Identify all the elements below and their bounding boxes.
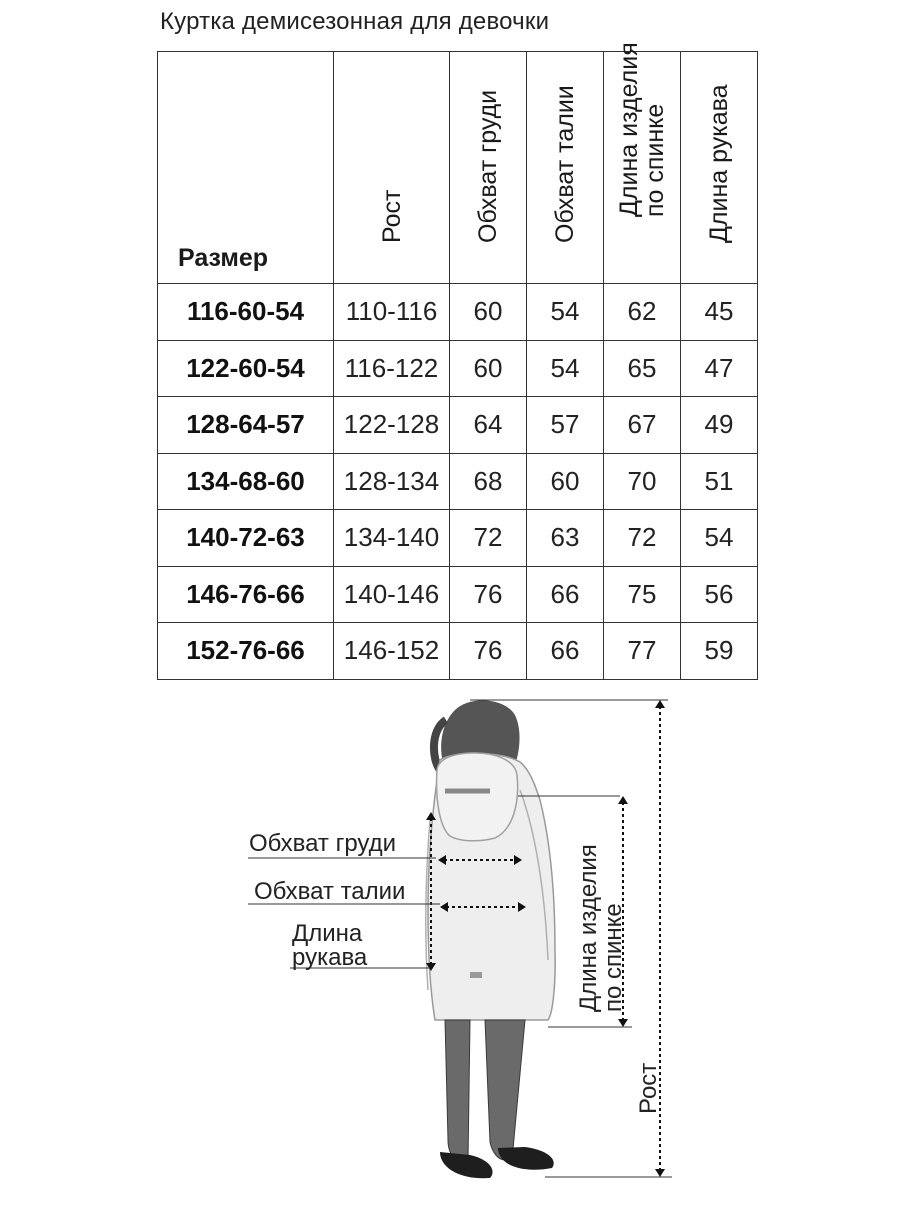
cell-sleeve: 56 xyxy=(681,566,758,623)
header-size xyxy=(158,52,334,284)
cell-sleeve: 49 xyxy=(681,397,758,454)
header-sleeve xyxy=(681,52,758,284)
chest-label: Обхват груди xyxy=(249,830,397,857)
sleeve-label: Длина рукава xyxy=(292,920,368,971)
header-sleeve-label: Длина рукава xyxy=(705,84,733,243)
cell-back-length: 67 xyxy=(604,397,681,454)
cell-chest: 68 xyxy=(450,453,527,510)
cell-back-length: 65 xyxy=(604,340,681,397)
table-row xyxy=(158,623,758,680)
cell-waist: 63 xyxy=(527,510,604,567)
measurement-figure xyxy=(0,690,900,1200)
cell-size: 134-68-60 xyxy=(158,453,334,510)
cell-height: 134-140 xyxy=(334,510,450,567)
waist-label: Обхват талии xyxy=(254,878,406,905)
table-row xyxy=(158,566,758,623)
cell-height: 116-122 xyxy=(334,340,450,397)
cell-size: 122-60-54 xyxy=(158,340,334,397)
cell-height: 122-128 xyxy=(334,397,450,454)
cell-height: 128-134 xyxy=(334,453,450,510)
cell-back-length: 72 xyxy=(604,510,681,567)
table-row xyxy=(158,397,758,454)
cell-chest: 64 xyxy=(450,397,527,454)
cell-chest: 76 xyxy=(450,623,527,680)
cell-chest: 76 xyxy=(450,566,527,623)
cell-chest: 60 xyxy=(450,340,527,397)
header-back-length-label: Длина изделия по спинке xyxy=(615,42,669,217)
cell-sleeve: 47 xyxy=(681,340,758,397)
table-row xyxy=(158,340,758,397)
cell-sleeve: 59 xyxy=(681,623,758,680)
header-waist-label: Обхват талии xyxy=(551,85,579,243)
height-label: Рост xyxy=(635,1062,662,1114)
header-waist xyxy=(527,52,604,284)
cell-waist: 57 xyxy=(527,397,604,454)
cell-waist: 66 xyxy=(527,623,604,680)
table-header-row xyxy=(158,52,758,284)
cell-chest: 60 xyxy=(450,284,527,341)
cell-back-length: 77 xyxy=(604,623,681,680)
header-size-label: Размер xyxy=(178,244,269,272)
cell-size: 140-72-63 xyxy=(158,510,334,567)
table-row xyxy=(158,284,758,341)
cell-height: 110-116 xyxy=(334,284,450,341)
girl-in-jacket-illustration xyxy=(0,690,900,1200)
table-row xyxy=(158,453,758,510)
page-title: Куртка демисезонная для девочки xyxy=(160,8,550,35)
cell-back-length: 75 xyxy=(604,566,681,623)
cell-size: 146-76-66 xyxy=(158,566,334,623)
cell-chest: 72 xyxy=(450,510,527,567)
cell-height: 140-146 xyxy=(334,566,450,623)
header-chest-label: Обхват груди xyxy=(474,89,502,243)
cell-sleeve: 51 xyxy=(681,453,758,510)
cell-sleeve: 45 xyxy=(681,284,758,341)
header-height xyxy=(334,52,450,284)
cell-waist: 54 xyxy=(527,340,604,397)
header-back-length xyxy=(604,42,681,284)
cell-size: 128-64-57 xyxy=(158,397,334,454)
cell-waist: 54 xyxy=(527,284,604,341)
cell-waist: 66 xyxy=(527,566,604,623)
cell-size: 152-76-66 xyxy=(158,623,334,680)
cell-size: 116-60-54 xyxy=(158,284,334,341)
cell-height: 146-152 xyxy=(334,623,450,680)
cell-waist: 60 xyxy=(527,453,604,510)
cell-back-length: 70 xyxy=(604,453,681,510)
header-height-label: Рост xyxy=(377,189,406,243)
table-row xyxy=(158,510,758,567)
cell-back-length: 62 xyxy=(604,284,681,341)
size-chart-table xyxy=(157,42,758,680)
cell-sleeve: 54 xyxy=(681,510,758,567)
back-length-label: Длина изделия по спинке xyxy=(575,844,627,1012)
header-chest xyxy=(450,52,527,284)
